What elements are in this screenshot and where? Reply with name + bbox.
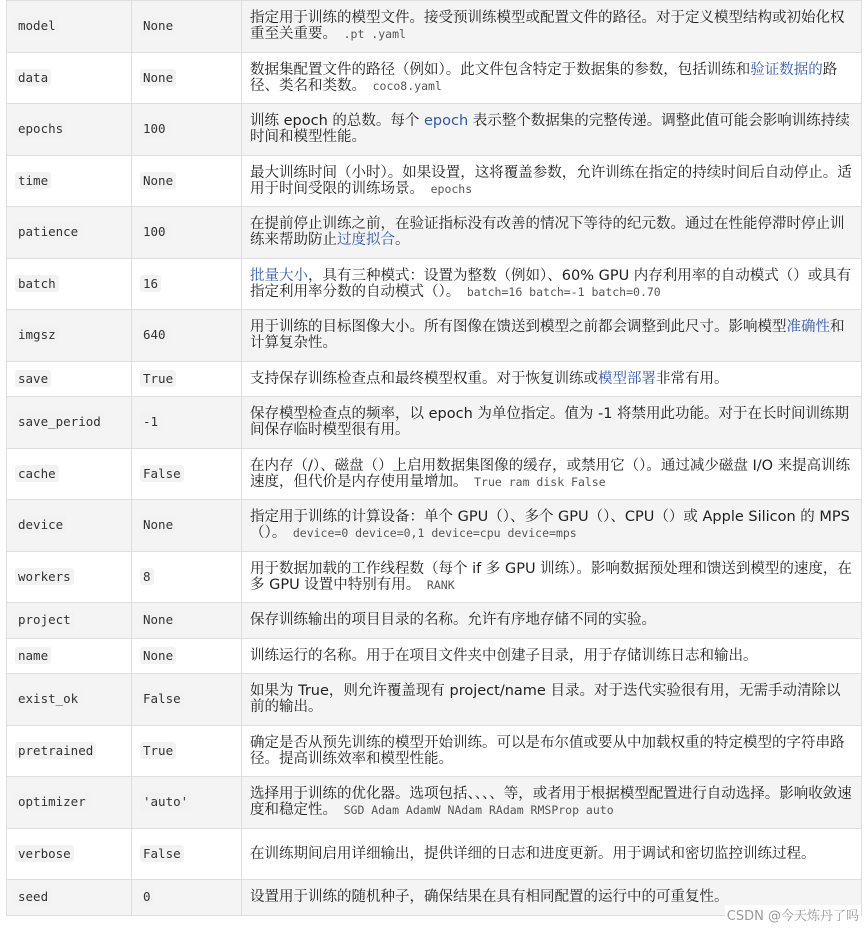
inline-code: epochs xyxy=(430,181,473,196)
arg-name: epochs xyxy=(15,120,66,137)
arg-description: ，具有三种模式：设置为整数（例如）、60% GPU 内存利用率的自动模式（）或具有指定利用率分数的自动模式（）。 xyxy=(250,267,852,300)
link-epoch[interactable]: epoch xyxy=(424,113,469,130)
csdn-watermark: CSDN @今天炼丹了吗 xyxy=(725,905,861,924)
table-row xyxy=(7,397,862,449)
arg-description: 最大训练时间（小时）。如果设置，这将覆盖参数，允许训练在指定的持续时间后自动停止。适用于时间受限的训练场景。 xyxy=(250,164,852,197)
arg-name: model xyxy=(15,17,59,34)
arg-default: False xyxy=(140,845,184,862)
arg-name: pretrained xyxy=(15,742,96,759)
table-row xyxy=(7,310,862,362)
arg-description-cont: 路径、类名和类数。 xyxy=(250,61,838,94)
arg-default: 16 xyxy=(140,275,161,292)
link-validation-data[interactable]: 验证数据的 xyxy=(750,61,823,78)
arg-default: True xyxy=(140,742,176,759)
table-row xyxy=(7,52,862,104)
arg-default: 'auto' xyxy=(140,793,191,810)
arg-description: 用于训练的目标图像大小。所有图像在馈送到模型之前都会调整到此尺寸。影响模型 xyxy=(250,319,787,336)
inline-code: device=0 device=0,1 device=cpu device=mps xyxy=(292,526,577,541)
arg-description: 确定是否从预先训练的模型开始训练。可以是布尔值或要从中加载权重的特定模型的字符串路径。提高训练效率和模型性能。 xyxy=(250,734,845,767)
training-arguments-table xyxy=(6,0,862,916)
arg-name: save xyxy=(15,370,51,387)
table-row xyxy=(7,500,862,552)
arg-description-cont: 和计算复杂性。 xyxy=(250,319,845,352)
arg-description: 训练运行的名称。用于在项目文件夹中创建子目录，用于存储训练日志和输出。 xyxy=(250,647,758,664)
arg-description-cont: 。 xyxy=(395,232,410,249)
arg-default: 0 xyxy=(140,888,154,905)
arg-default: 100 xyxy=(140,223,169,240)
inline-code: coco8.yaml xyxy=(372,78,442,93)
table-row xyxy=(7,638,862,674)
arg-description: 训练 epoch 的总数。每个 xyxy=(250,113,424,130)
arg-name: exist_ok xyxy=(15,690,81,707)
arg-description: 如果为 True，则允许覆盖现有 project/name 目录。对于迭代实验很有用，无需手动清除以前的输出。 xyxy=(250,683,841,716)
inline-code: RANK xyxy=(426,577,455,592)
inline-code: True ram disk False xyxy=(474,474,606,489)
table-row xyxy=(7,674,862,726)
inline-code: SGD Adam AdamW NAdam RAdam RMSProp auto xyxy=(343,803,614,818)
arg-default: 100 xyxy=(140,120,169,137)
link-batch-size[interactable]: 批量大小 xyxy=(250,267,308,284)
arg-description-cont: 表示整个数据集的完整传递。调整此值可能会影响训练持续时间和模型性能。 xyxy=(250,113,850,146)
link-accuracy[interactable]: 准确性 xyxy=(786,319,830,336)
arg-default: False xyxy=(140,465,184,482)
arg-default: 640 xyxy=(140,326,169,343)
arg-default: None xyxy=(140,17,176,34)
arg-default: None xyxy=(140,69,176,86)
arg-name: data xyxy=(15,69,51,86)
arg-description: 指定用于训练的模型文件。接受预训练模型或配置文件的路径。对于定义模型结构或初始化权重至关重要。 xyxy=(250,10,845,43)
arg-name: seed xyxy=(15,888,51,905)
arg-name: cache xyxy=(15,465,59,482)
arg-name: imgsz xyxy=(15,326,59,343)
arg-description: 在内存（/）、磁盘（）上启用数据集图像的缓存，或禁用它（）。通过减少磁盘 I/O 来提高训练速度，但代价是内存使用量增加。 xyxy=(250,457,851,490)
table-row xyxy=(7,777,862,829)
arg-description: 保存训练输出的项目目录的名称。允许有序地存储不同的实验。 xyxy=(250,612,656,629)
table-row xyxy=(7,104,862,156)
arg-name: save_period xyxy=(15,413,104,430)
arg-default: -1 xyxy=(140,413,161,430)
link-model-deployment[interactable]: 模型部署 xyxy=(598,370,656,387)
arg-description: 选择用于训练的优化器。选项包括、、、、等，或者用于根据模型配置进行自动选择。影响收敛速度和稳定性。 xyxy=(250,786,852,819)
table-row xyxy=(7,725,862,777)
table-row xyxy=(7,361,862,397)
arg-name: time xyxy=(15,172,51,189)
arg-description: 在提前停止训练之前，在验证指标没有改善的情况下等待的纪元数。通过在性能停滞时停止训练来帮助防止 xyxy=(250,216,845,249)
table-row xyxy=(7,155,862,207)
arg-name: name xyxy=(15,647,51,664)
arg-description: 用于数据加载的工作线程数（每个 if 多 GPU 训练）。影响数据预处理和馈送到模型的速度，在多 GPU 设置中特别有用。 xyxy=(250,560,852,593)
arg-default: True xyxy=(140,370,176,387)
arg-name: optimizer xyxy=(15,793,89,810)
arg-default: None xyxy=(140,611,176,628)
arg-description-cont: 非常有用。 xyxy=(656,370,729,387)
inline-code: .pt .yaml xyxy=(343,27,406,42)
arg-name: device xyxy=(15,516,66,533)
arg-name: batch xyxy=(15,275,59,292)
table-row xyxy=(7,1,862,53)
table-row xyxy=(7,258,862,310)
arg-default: 8 xyxy=(140,568,154,585)
table-row xyxy=(7,448,862,500)
arg-name: workers xyxy=(15,568,74,585)
table-row xyxy=(7,207,862,259)
arg-description: 支持保存训练检查点和最终模型权重。对于恢复训练或 xyxy=(250,370,598,387)
table-row xyxy=(7,551,862,603)
arg-description: 数据集配置文件的路径（例如）。此文件包含特定于数据集的参数，包括训练和 xyxy=(250,61,751,78)
arg-name: project xyxy=(15,611,74,628)
arg-name: patience xyxy=(15,223,81,240)
arg-default: None xyxy=(140,172,176,189)
inline-code: batch=16 batch=-1 batch=0.70 xyxy=(466,284,661,299)
arg-default: None xyxy=(140,516,176,533)
table-row xyxy=(7,828,862,880)
arg-default: False xyxy=(140,690,184,707)
link-overfitting[interactable]: 过度拟合 xyxy=(337,232,395,249)
arg-description: 在训练期间启用详细输出，提供详细的日志和进度更新。用于调试和密切监控训练过程。 xyxy=(250,845,816,862)
table-row xyxy=(7,603,862,639)
arg-description: 指定用于训练的计算设备：单个 GPU（）、多个 GPU（）、CPU（）或 Apple Silicon 的 MPS（）。 xyxy=(250,509,850,542)
arg-description: 设置用于训练的随机种子，确保结果在具有相同配置的运行中的可重复性。 xyxy=(250,889,729,906)
arg-name: verbose xyxy=(15,845,74,862)
arg-default: None xyxy=(140,647,176,664)
arg-description: 保存模型检查点的频率，以 epoch 为单位指定。值为 -1 将禁用此功能。对于在长时间训练期间保存临时模型很有用。 xyxy=(250,406,850,439)
